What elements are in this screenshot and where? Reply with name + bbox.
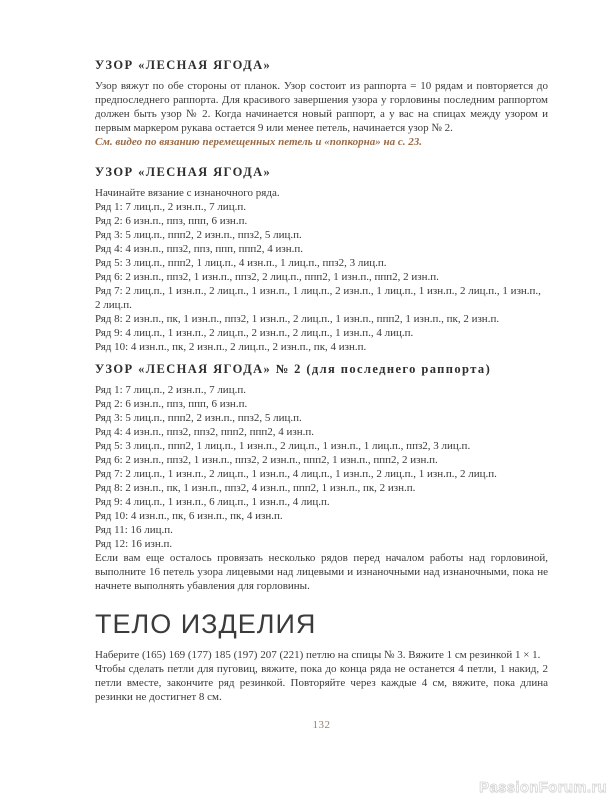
pattern-row: Ряд 4: 4 изн.п., ппз2, ппз2, ппп2, ппп2, 4 изн.п. (95, 426, 314, 438)
pattern-row: Ряд 10: 4 изн.п., пк, 2 изн.п., 2 лиц.п., 2 изн.п., пк, 4 изн.п. (95, 341, 367, 353)
pattern-row: Ряд 10: 4 изн.п., пк, 6 изн.п., пк, 4 изн.п. (95, 510, 283, 522)
watermark: PassionForum.ru (479, 779, 607, 796)
section-pattern-overview (95, 58, 548, 149)
pattern-row: Ряд 6: 2 изн.п., ппз2, 1 изн.п., ппз2, 2 изн.п., ппп2, 1 изн.п., ппп2, 2 изн.п. (95, 454, 438, 466)
pattern-row: Ряд 8: 2 изн.п., пк, 1 изн.п., ппз2, 1 изн.п., 2 лиц.п., 1 изн.п., ппп2, 1 изн.п., пк, 2 изн.п. (95, 313, 500, 325)
pattern-row: Ряд 1: 7 лиц.п., 2 изн.п., 7 лиц.п. (95, 201, 246, 213)
pattern-row: Ряд 7: 2 лиц.п., 1 изн.п., 2 лиц.п., 1 изн.п., 4 лиц.п., 1 изн.п., 2 лиц.п., 1 изн.п., 2 лиц.п. (95, 468, 497, 480)
cast-on-paragraph: Наберите (165) 169 (177) 185 (197) 207 (221) петлю на спицы № 3. Вяжите 1 см резинкой 1 × 1. (95, 649, 541, 661)
pattern-row: Ряд 8: 2 изн.п., пк, 1 изн.п., ппз2, 4 изн.п., ппп2, 1 изн.п., пк, 2 изн.п. (95, 482, 416, 494)
pattern-row: Ряд 1: 7 лиц.п., 2 изн.п., 7 лиц.п. (95, 384, 246, 396)
pattern-row: Ряд 3: 5 лиц.п., ппп2, 2 изн.п., ппз2, 5 лиц.п. (95, 412, 302, 424)
pattern-row: Ряд 3: 5 лиц.п., ппп2, 2 изн.п., ппз2, 5 лиц.п. (95, 229, 302, 241)
section-heading-forest-berry-2: УЗОР «ЛЕСНАЯ ЯГОДА» № 2 (для последнего раппорта) (95, 362, 492, 376)
pattern1-row-list (95, 200, 548, 354)
pattern-row: Ряд 2: 6 изн.п., ппз, ппп, 6 изн.п. (95, 398, 248, 410)
section-pattern-rows (95, 165, 548, 354)
pattern-row: Ряд 7: 2 лиц.п., 1 изн.п., 2 лиц.п., 1 изн.п., 1 лиц.п., 2 изн.п., 1 лиц.п., 1 изн.п., 2 лиц.п., 1 изн.п., 2 лиц.п. (95, 285, 541, 311)
pattern-intro: Начинайте вязание с изнаночного ряда. (95, 187, 280, 199)
section-heading-forest-berry-rows: УЗОР «ЛЕСНАЯ ЯГОДА» (95, 165, 272, 179)
buttonhole-paragraph: Чтобы сделать петли для пуговиц, вяжите, пока до конца ряда не останется 4 петли, 1 накид, 2 петли вместе, закончите ряд резинкой. Повторяйте через каждые 4 см, вяжите, пока длина резинки не достигнет 8 см. (95, 663, 548, 703)
overview-paragraph: Узор вяжут по обе стороны от планок. Узор состоит из раппорта = 10 рядам и повторяется до предпоследнего раппорта. Для красивого завершения узора у горловины последним раппортом должен быть узор № 2. Когда начинается новый раппорт, а у вас на спицах между узором и первым маркером рукава остается 9 или менее петель, начинается узор № 2. (95, 80, 548, 134)
pattern-row: Ряд 6: 2 изн.п., ппз2, 1 изн.п., ппз2, 2 лиц.п., ппп2, 1 изн.п., ппп2, 2 изн.п. (95, 271, 439, 283)
pattern-row: Ряд 4: 4 изн.п., ппз2, ппз, ппп, ппп2, 4 изн.п. (95, 243, 303, 255)
pattern-row: Ряд 2: 6 изн.п., ппз, ппп, 6 изн.п. (95, 215, 248, 227)
pattern2-row-list (95, 383, 548, 551)
chapter-heading-body: ТЕЛО ИЗДЕЛИЯ (95, 609, 317, 639)
pattern-row: Ряд 5: 3 лиц.п., ппп2, 1 лиц.п., 4 изн.п., 1 лиц.п., ппз2, 3 лиц.п. (95, 257, 387, 269)
pattern-row: Ряд 5: 3 лиц.п., ппп2, 1 лиц.п., 1 изн.п., 2 лиц.п., 1 изн.п., 1 лиц.п., ппз2, 3 лиц.п. (95, 440, 471, 452)
section-body-of-garment (95, 609, 548, 704)
pattern-row: Ряд 9: 4 лиц.п., 1 изн.п., 2 лиц.п., 2 изн.п., 2 лиц.п., 1 изн.п., 4 лиц.п. (95, 327, 414, 339)
video-reference-note: См. видео по вязанию перемещенных петель и «попкорна» на с. 23. (95, 136, 423, 148)
pattern2-closing-paragraph: Если вам еще осталось провязать несколько рядов перед началом работы над горловиной, выполните 16 петель узора лицевыми над лицевыми и изнаночными над изнаночными, пока не начнете выполнять убавления для горловины. (95, 552, 548, 592)
pattern-row: Ряд 9: 4 лиц.п., 1 изн.п., 6 лиц.п., 1 изн.п., 4 лиц.п. (95, 496, 330, 508)
section-pattern2-rows (95, 362, 548, 593)
section-heading-forest-berry: УЗОР «ЛЕСНАЯ ЯГОДА» (95, 58, 272, 72)
page-number: 132 (312, 719, 331, 731)
pattern-row: Ряд 11: 16 лиц.п. (95, 524, 173, 536)
pattern-row: Ряд 12: 16 изн.п. (95, 538, 173, 550)
